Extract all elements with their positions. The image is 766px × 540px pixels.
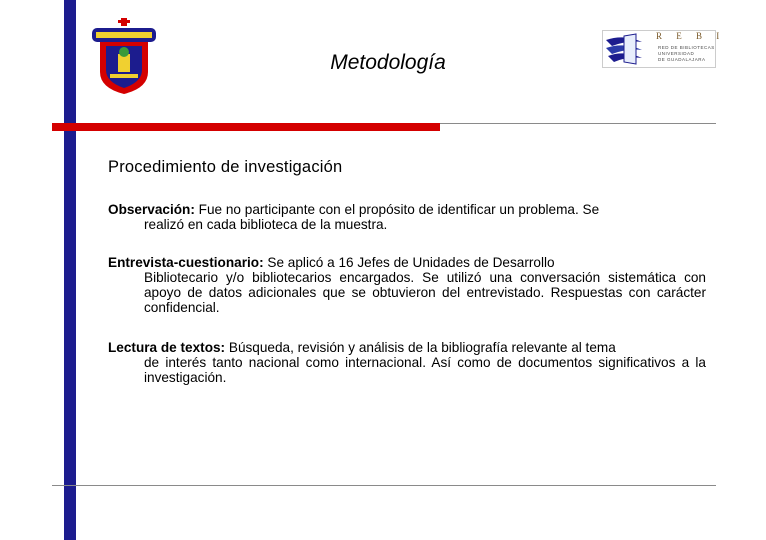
footer-rule <box>52 485 716 486</box>
section-heading: Procedimiento de investigación <box>108 158 343 176</box>
paragraph-continuation: realizó en cada biblioteca de la muestra. <box>144 217 388 232</box>
paragraph-continuation: Bibliotecario y/o bibliotecarios encargados. Se utilizó una conversación sistemática con apoyo de datos adicionales que se obtuvieron del entrevistado. Respuestas con carácter confidencial. <box>144 270 706 315</box>
rebi-letters: R E B I <box>656 31 726 41</box>
header-rule <box>440 123 716 124</box>
paragraph-text: Se aplicó a 16 Jefes de Unidades de Desarrollo <box>267 255 555 270</box>
rebi-subtitle-1: RED DE BIBLIOTECAS <box>658 45 715 50</box>
paragraph-lectura <box>108 340 706 385</box>
paragraph-term: Observación: <box>108 202 195 217</box>
paragraph-continuation: de interés tanto nacional como internacional. Así como de documentos significativos a la investigación. <box>144 355 706 385</box>
paragraph-text: Búsqueda, revisión y análisis de la bibliografía relevante al tema <box>228 340 616 355</box>
paragraph-term: Entrevista-cuestionario: <box>108 255 264 270</box>
paragraph-term: Lectura de textos: <box>108 340 226 355</box>
rebi-subtitle-2: UNIVERSIDAD <box>658 51 695 56</box>
paragraph-text: Fue no participante con el propósito de identificar un problema. Se <box>198 202 600 217</box>
paragraph-first-line <box>108 340 706 355</box>
left-vertical-bar <box>64 0 76 540</box>
header-red-bar <box>52 123 440 131</box>
paragraph-entrevista <box>108 255 706 315</box>
paragraph-observacion <box>108 202 706 232</box>
paragraph-first-line <box>108 202 706 217</box>
rebi-subtitle-3: DE GUADALAJARA <box>658 57 706 62</box>
slide-title: Metodología <box>330 51 446 74</box>
paragraph-first-line <box>108 255 706 270</box>
